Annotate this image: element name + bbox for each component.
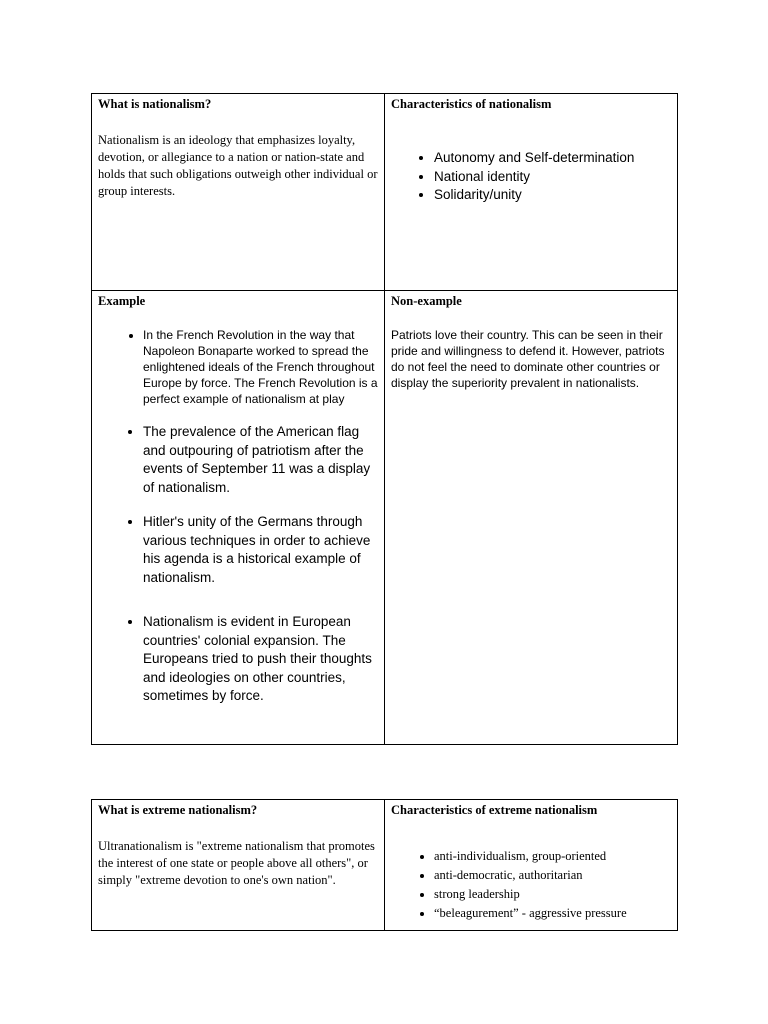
list-item: • Hitler's unity of the Germans through various techniques in order to achieve his agenda is a historical example of nationalism. xyxy=(143,513,378,587)
nationalism-frayer-table xyxy=(91,93,678,745)
list-item: • Solidarity/unity xyxy=(434,186,671,205)
nationalism-definition: Nationalism is an ideology that emphasizes loyalty, devotion, or allegiance to a nation or nation-state and holds that such obligations outweigh other individual or group interests. xyxy=(98,133,378,198)
characteristics-of-extreme-nationalism-heading: Characteristics of extreme nationalism xyxy=(391,803,598,817)
non-example-heading: Non-example xyxy=(391,294,462,308)
list-item: • In the French Revolution in the way that Napoleon Bonaparte worked to spread the enlightened ideals of the French throughout Europe by force. The French Revolution is a perfect example of nationalism at play xyxy=(143,327,378,407)
example-heading: Example xyxy=(98,294,146,308)
list-item: • National identity xyxy=(434,168,671,187)
list-item: • “beleagurement” - aggressive pressure xyxy=(434,904,671,923)
characteristics-of-extreme-nationalism-cell xyxy=(385,800,678,931)
what-is-nationalism-heading: What is nationalism? xyxy=(98,97,212,111)
non-example-text: Patriots love their country. This can be seen in their pride and willingness to defend it. However, patriots do not feel the need to dominate other countries or display the superiority prevalent in nationalists. xyxy=(391,328,665,390)
example-cell xyxy=(92,291,385,745)
what-is-extreme-nationalism-heading: What is extreme nationalism? xyxy=(98,803,258,817)
list-item: • strong leadership xyxy=(434,885,671,904)
list-item: • Autonomy and Self-determination xyxy=(434,149,671,168)
extreme-nationalism-definition: Ultranationalism is "extreme nationalism that promotes the interest of one state or people above all others", or simply "extreme devotion to one's own nation". xyxy=(98,839,375,887)
list-item: • Nationalism is evident in European countries' colonial expansion. The Europeans tried to push their thoughts and ideologies on other countries, sometimes by force. xyxy=(143,613,378,706)
extreme-characteristics-list xyxy=(391,847,671,923)
non-example-cell xyxy=(385,291,678,745)
characteristics-of-nationalism-cell xyxy=(385,94,678,291)
what-is-extreme-nationalism-cell xyxy=(92,800,385,931)
what-is-nationalism-cell xyxy=(92,94,385,291)
list-item: • anti-individualism, group-oriented xyxy=(434,847,671,866)
characteristics-list xyxy=(391,149,671,205)
example-list xyxy=(98,327,378,706)
characteristics-of-nationalism-heading: Characteristics of nationalism xyxy=(391,97,552,111)
list-item: • The prevalence of the American flag and outpouring of patriotism after the events of September 11 was a display of nationalism. xyxy=(143,423,378,497)
extreme-nationalism-frayer-table xyxy=(91,799,678,931)
list-item: • anti-democratic, authoritarian xyxy=(434,866,671,885)
